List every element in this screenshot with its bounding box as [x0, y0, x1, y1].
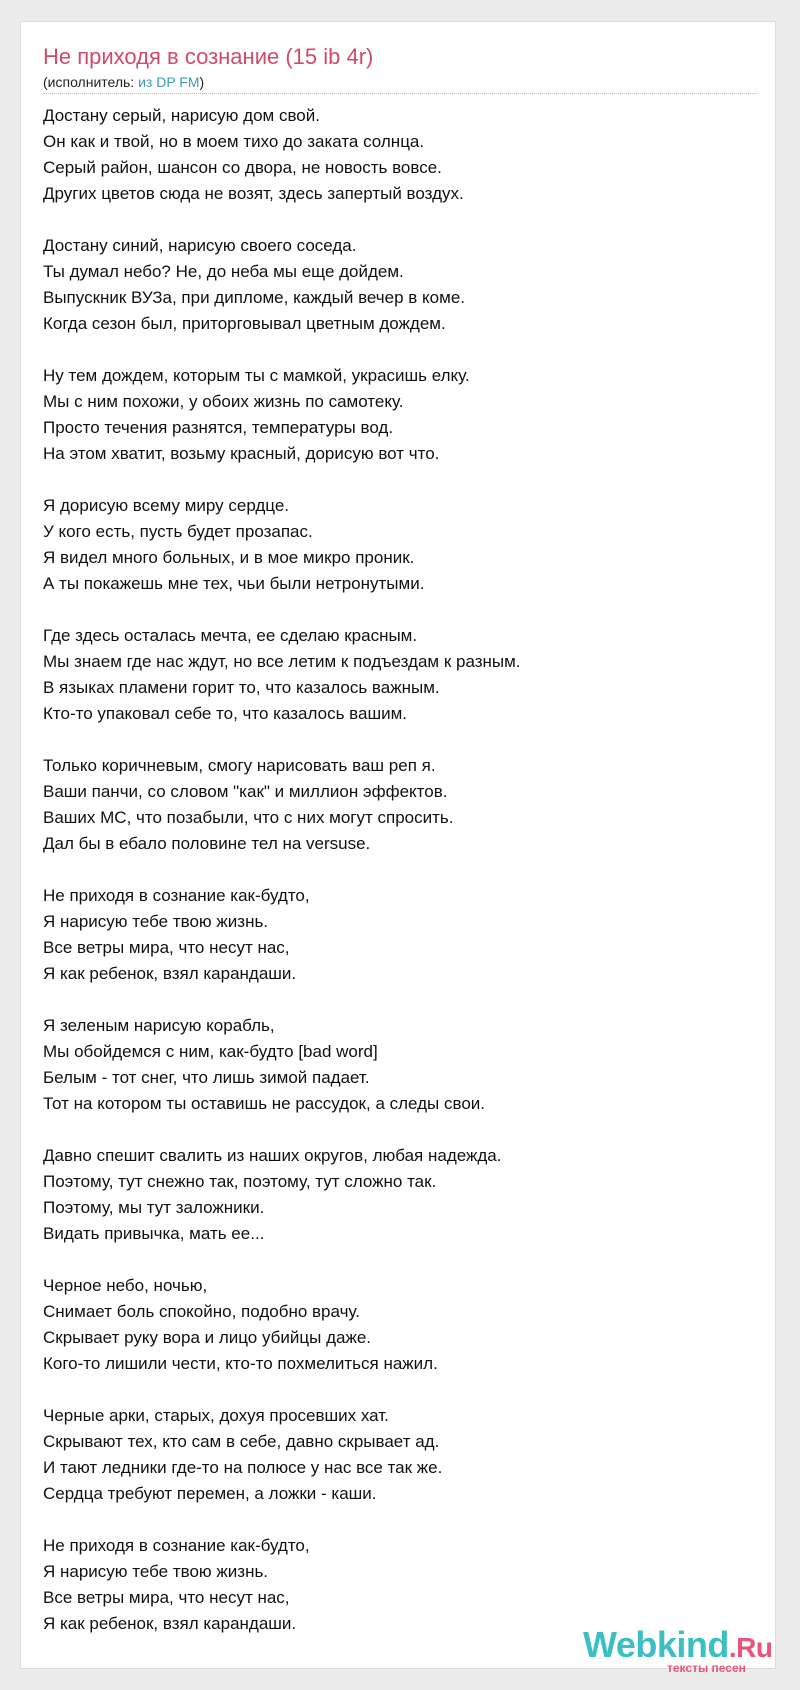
artist-prefix: (исполнитель: — [43, 74, 139, 90]
lyric-line: Я видел много больных, и в мое микро проник. — [43, 548, 415, 567]
lyric-line: Сердца требуют перемен, а ложки - каши. — [43, 1484, 377, 1503]
lyric-line: Кого-то лишили чести, кто-то похмелиться нажил. — [43, 1354, 438, 1373]
lyric-line: Он как и твой, но в моем тихо до заката солнца. — [43, 132, 425, 151]
lyric-line: Давно спешит свалить из наших округов, любая надежда. — [43, 1146, 502, 1165]
logo-tld-text: .Ru — [728, 1632, 773, 1663]
lyric-line: Черное небо, ночью, — [43, 1276, 208, 1295]
lyric-line: Снимает боль спокойно, подобно врачу. — [43, 1302, 360, 1321]
lyric-line: Выпускник ВУЗа, при дипломе, каждый вечер в коме. — [43, 288, 465, 307]
lyric-line: И тают ледники где-то на полюсе у нас все так же. — [43, 1458, 443, 1477]
lyric-line: Я дорисую всему миру сердце. — [43, 496, 290, 515]
lyric-line: Поэтому, мы тут заложники. — [43, 1198, 265, 1217]
lyrics-card — [20, 21, 776, 1675]
song-title: Не приходя в сознание (15 ib 4r) — [43, 44, 374, 69]
lyric-line: Других цветов сюда не возят, здесь запертый воздух. — [43, 184, 464, 203]
lyric-line: У кого есть, пусть будет прозапас. — [43, 522, 313, 541]
lyric-line: На этом хватит, возьму красный, дорисую вот что. — [43, 444, 440, 463]
lyrics-stanza — [43, 103, 757, 233]
logo-tagline: тексты песен — [667, 1661, 746, 1675]
lyrics-stanza — [43, 1143, 757, 1273]
lyrics-stanza — [43, 883, 757, 1013]
lyrics-stanza — [43, 233, 757, 363]
lyric-line: Ну тем дождем, которым ты с мамкой, украсишь елку. — [43, 366, 470, 385]
title-separator — [43, 93, 757, 94]
lyric-line: Я нарисую тебе твою жизнь. — [43, 912, 269, 931]
lyrics-stanza — [43, 493, 757, 623]
lyric-line: В языках пламени горит то, что казалось важным. — [43, 678, 440, 697]
lyric-line: Поэтому, тут снежно так, поэтому, тут сложно так. — [43, 1172, 437, 1191]
lyrics-stanza — [43, 753, 757, 883]
lyric-line: Мы обойдемся с ним, как-будто [bad word] — [43, 1042, 378, 1061]
lyric-line: Мы с ним похожи, у обоих жизнь по самотеку. — [43, 392, 404, 411]
lyric-line: Все ветры мира, что несут нас, — [43, 938, 290, 957]
lyric-line: Ваши панчи, со словом "как" и миллион эффектов. — [43, 782, 448, 801]
lyric-line: Достану серый, нарисую дом свой. — [43, 106, 320, 125]
lyric-line: Только коричневым, смогу нарисовать ваш реп я. — [43, 756, 436, 775]
artist-suffix: ) — [199, 74, 205, 90]
lyric-line: Кто-то упаковал себе то, что казалось вашим. — [43, 704, 407, 723]
lyric-line: Видать привычка, мать ее... — [43, 1224, 265, 1243]
lyric-line: Ты думал небо? Не, до неба мы еще дойдем. — [43, 262, 404, 281]
lyrics-stanza — [43, 623, 757, 753]
lyric-line: Я как ребенок, взял карандаши. — [43, 964, 297, 983]
lyric-line: Не приходя в сознание как-будто, — [43, 1536, 310, 1555]
lyric-line: Я нарисую тебе твою жизнь. — [43, 1562, 269, 1581]
lyric-line: Скрывают тех, кто сам в себе, давно скрывает ад. — [43, 1432, 440, 1451]
lyrics-stanza — [43, 1013, 757, 1143]
lyric-line: А ты покажешь мне тех, чьи были нетронутыми. — [43, 574, 425, 593]
lyric-line: Ваших МС, что позабыли, что с них могут спросить. — [43, 808, 454, 827]
artist-line — [43, 74, 204, 90]
lyric-line: Я как ребенок, взял карандаши. — [43, 1614, 297, 1633]
artist-link[interactable]: из DP FM — [138, 74, 200, 90]
lyrics-stanza — [43, 1403, 757, 1533]
lyrics-stanza — [43, 1273, 757, 1403]
lyric-line: Белым - тот снег, что лишь зимой падает. — [43, 1068, 370, 1087]
lyric-line: Где здесь осталась мечта, ее сделаю красным. — [43, 626, 418, 645]
lyric-line: Черные арки, старых, дохуя просевших хат. — [43, 1406, 389, 1425]
lyric-line: Я зеленым нарисую корабль, — [43, 1016, 275, 1035]
lyric-line: Достану синий, нарисую своего соседа. — [43, 236, 357, 255]
lyric-line: Дал бы в ебало половине тел на versuse. — [43, 834, 371, 853]
lyric-line: Когда сезон был, приторговывал цветным дождем. — [43, 314, 446, 333]
lyric-line: Мы знаем где нас ждут, но все летим к подъездам к разным. — [43, 652, 521, 671]
lyric-line: Серый район, шансон со двора, не новость вовсе. — [43, 158, 442, 177]
logo-main-text: Webkind — [583, 1624, 729, 1665]
lyrics-stanza — [43, 363, 757, 493]
webkind-logo[interactable] — [583, 1625, 793, 1681]
lyrics-body — [43, 103, 757, 1663]
lyric-line: Все ветры мира, что несут нас, — [43, 1588, 290, 1607]
lyric-line: Тот на котором ты оставишь не рассудок, а следы свои. — [43, 1094, 485, 1113]
lyric-line: Скрывает руку вора и лицо убийцы даже. — [43, 1328, 372, 1347]
lyric-line: Просто течения разнятся, температуры вод. — [43, 418, 394, 437]
lyric-line: Не приходя в сознание как-будто, — [43, 886, 310, 905]
